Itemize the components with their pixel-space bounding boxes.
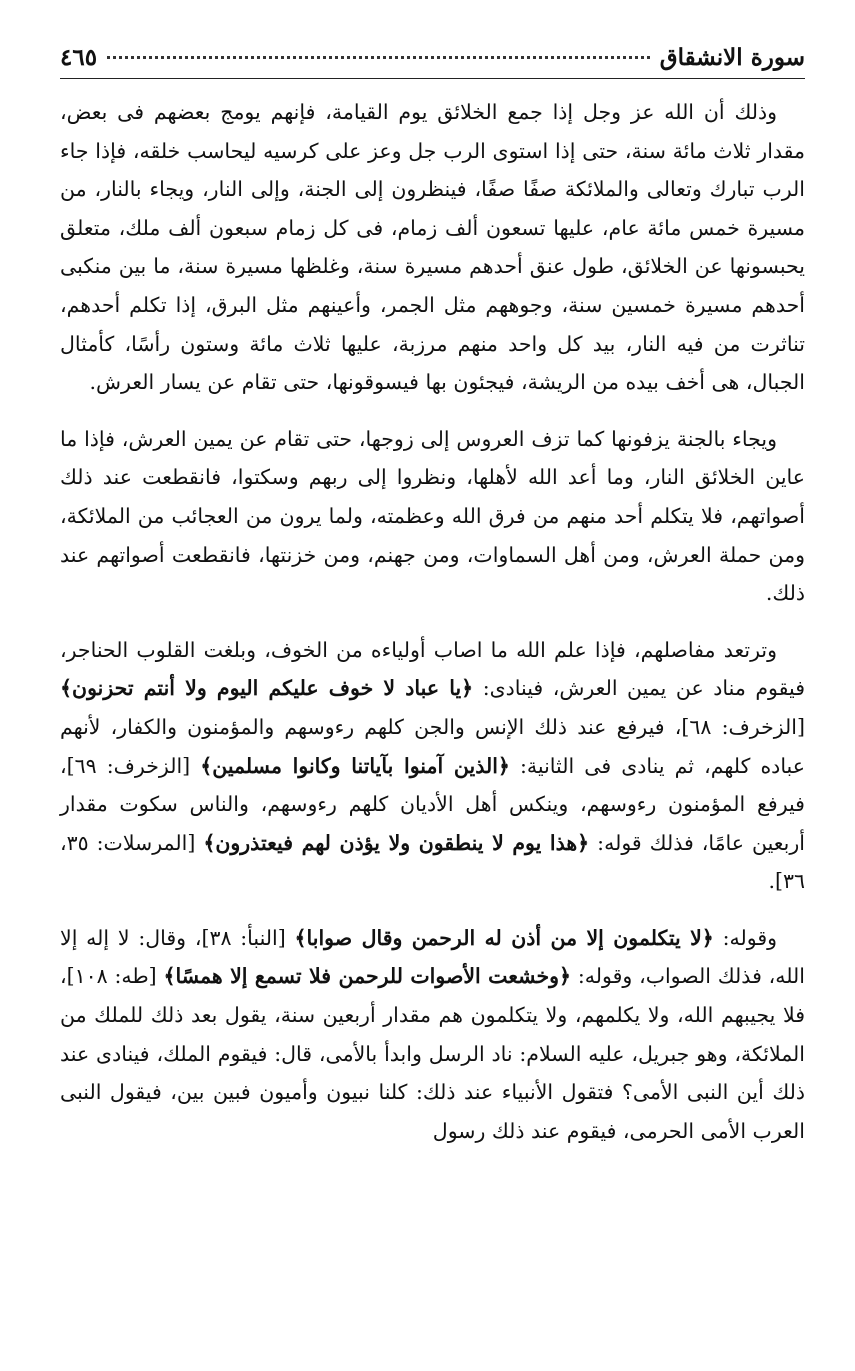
dotted-leader [107,56,650,59]
quran-verse: ﴿يا عباد لا خوف عليكم اليوم ولا أنتم تحزنون﴾ [60,676,474,701]
paragraph-text: [الزخرف: ٦٩]، فيرفع المؤمنون رءوسهم، وينكس أهل الأديان كلهم رءوسهم، والناس سكوت مقدار أربعين عامًا، فذلك قوله: [60,753,805,855]
quran-verse: ﴿لا يتكلمون إلا من أذن له الرحمن وقال صوابا﴾ [294,925,714,950]
book-page [60,38,805,1348]
body-text [60,93,805,1150]
paragraph-text: وقوله: [713,925,778,950]
quran-verse: ﴿الذين آمنوا بآياتنا وكانوا مسلمين﴾ [200,753,510,778]
surah-title: سورة الانشقاق [659,44,805,71]
paragraph-2 [60,420,805,613]
running-header [60,38,805,79]
paragraph-1 [60,93,805,402]
quran-verse: ﴿هذا يوم لا ينطقون ولا يؤذن لهم فيعتذرون﴾ [203,830,590,855]
paragraph-3 [60,631,805,901]
paragraph-text: [طه: ١٠٨]، فلا يجيبهم الله، ولا يكلمهم، ولا يتكلمون هم مقدار أربعين سنة، يقول بعد ذلك للملك من الملائكة، وهو جبريل، عليه السلام: ناد الرسل وابدأ بالأمى، قال: فيقوم الملك، فينادى عند ذلك أين النبى الأمى؟ فتقول الأنبياء عند ذلك: كلنا نبيون وأميون فبين بين، فيقول النبى العرب الأمى الحرمى، فيقوم عند ذلك رسول [60,964,805,1143]
paragraph-text: [المرسلات: ٣٥، ٣٦]. [60,830,805,894]
page-number: ٤٦٥ [60,44,98,71]
paragraph-text: [النبأ: ٣٨]، وقال: لا إله إلا الله، فذلك الصواب، وقوله: [60,925,805,989]
paragraph-text: ويجاء بالجنة يزفونها كما تزف العروس إلى زوجها، حتى تقام عن يمين العرش، فإذا ما عاين الخلائق النار، وما أعد الله لأهلها، ونظروا إلى ربهم وسكتوا، فانقطعت عند ذلك أصواتهم، فلا يتكلم أحد منهم من فرق الله وعظمته، ولما يرون من العجائب من الملائكة، ومن حملة العرش، ومن أهل السماوات، ومن جهنم، ومن خزنتها، فانقطعت أصواتهم عند ذلك. [60,426,805,606]
paragraph-text: وذلك أن الله عز وجل إذا جمع الخلائق يوم القيامة، فإنهم يومج بعضهم فى بعض، مقدار ثلاث مائة سنة، حتى إذا استوى الرب جل وعز على كرسيه ليحاسب خلقه، فإذا جاء الرب تبارك وتعالى والملائكة صفًا صفًا، فينظرون إلى الجنة، وإلى النار، ويجاء بالنار، من مسيرة خمس مائة عام، عليها تسعون ألف زمام، فى كل زمام سبعون ألف ملك، متعلق يحبسونها عن الخلائق، طول عنق أحدهم مسيرة سنة، وغلظها مسيرة سنة، ما بين منكبى أحدهم مسيرة خمسين سنة، وجوههم مثل الجمر، وأعينهم مثل البرق، إذا تكلم أحدهم، تناثرت من فيه النار، بيد كل واحد منهم مرزبة، عليها ثلاث مائة وستون رأسًا، كأمثال الجبال، هى أخف بيده من الريشة، فيجئون بها فيسوقونها، حتى تقام عن يسار العرش. [60,100,805,395]
paragraph-4 [60,919,805,1151]
paragraph-text: [الزخرف: ٦٨]، فيرفع عند ذلك الإنس والجن كلهم رءوسهم والمؤمنون والكفار، لأنهم عباده كلهم، ثم ينادى فى الثانية: [60,714,805,778]
quran-verse: ﴿وخشعت الأصوات للرحمن فلا تسمع إلا همسًا﴾ [163,964,572,989]
paragraph-text: وترتعد مفاصلهم، فإذا علم الله ما اصاب أولياءه من الخوف، وبلغت القلوب الحناجر، فيقوم مناد عن يمين العرش، فينادى: [60,637,805,701]
